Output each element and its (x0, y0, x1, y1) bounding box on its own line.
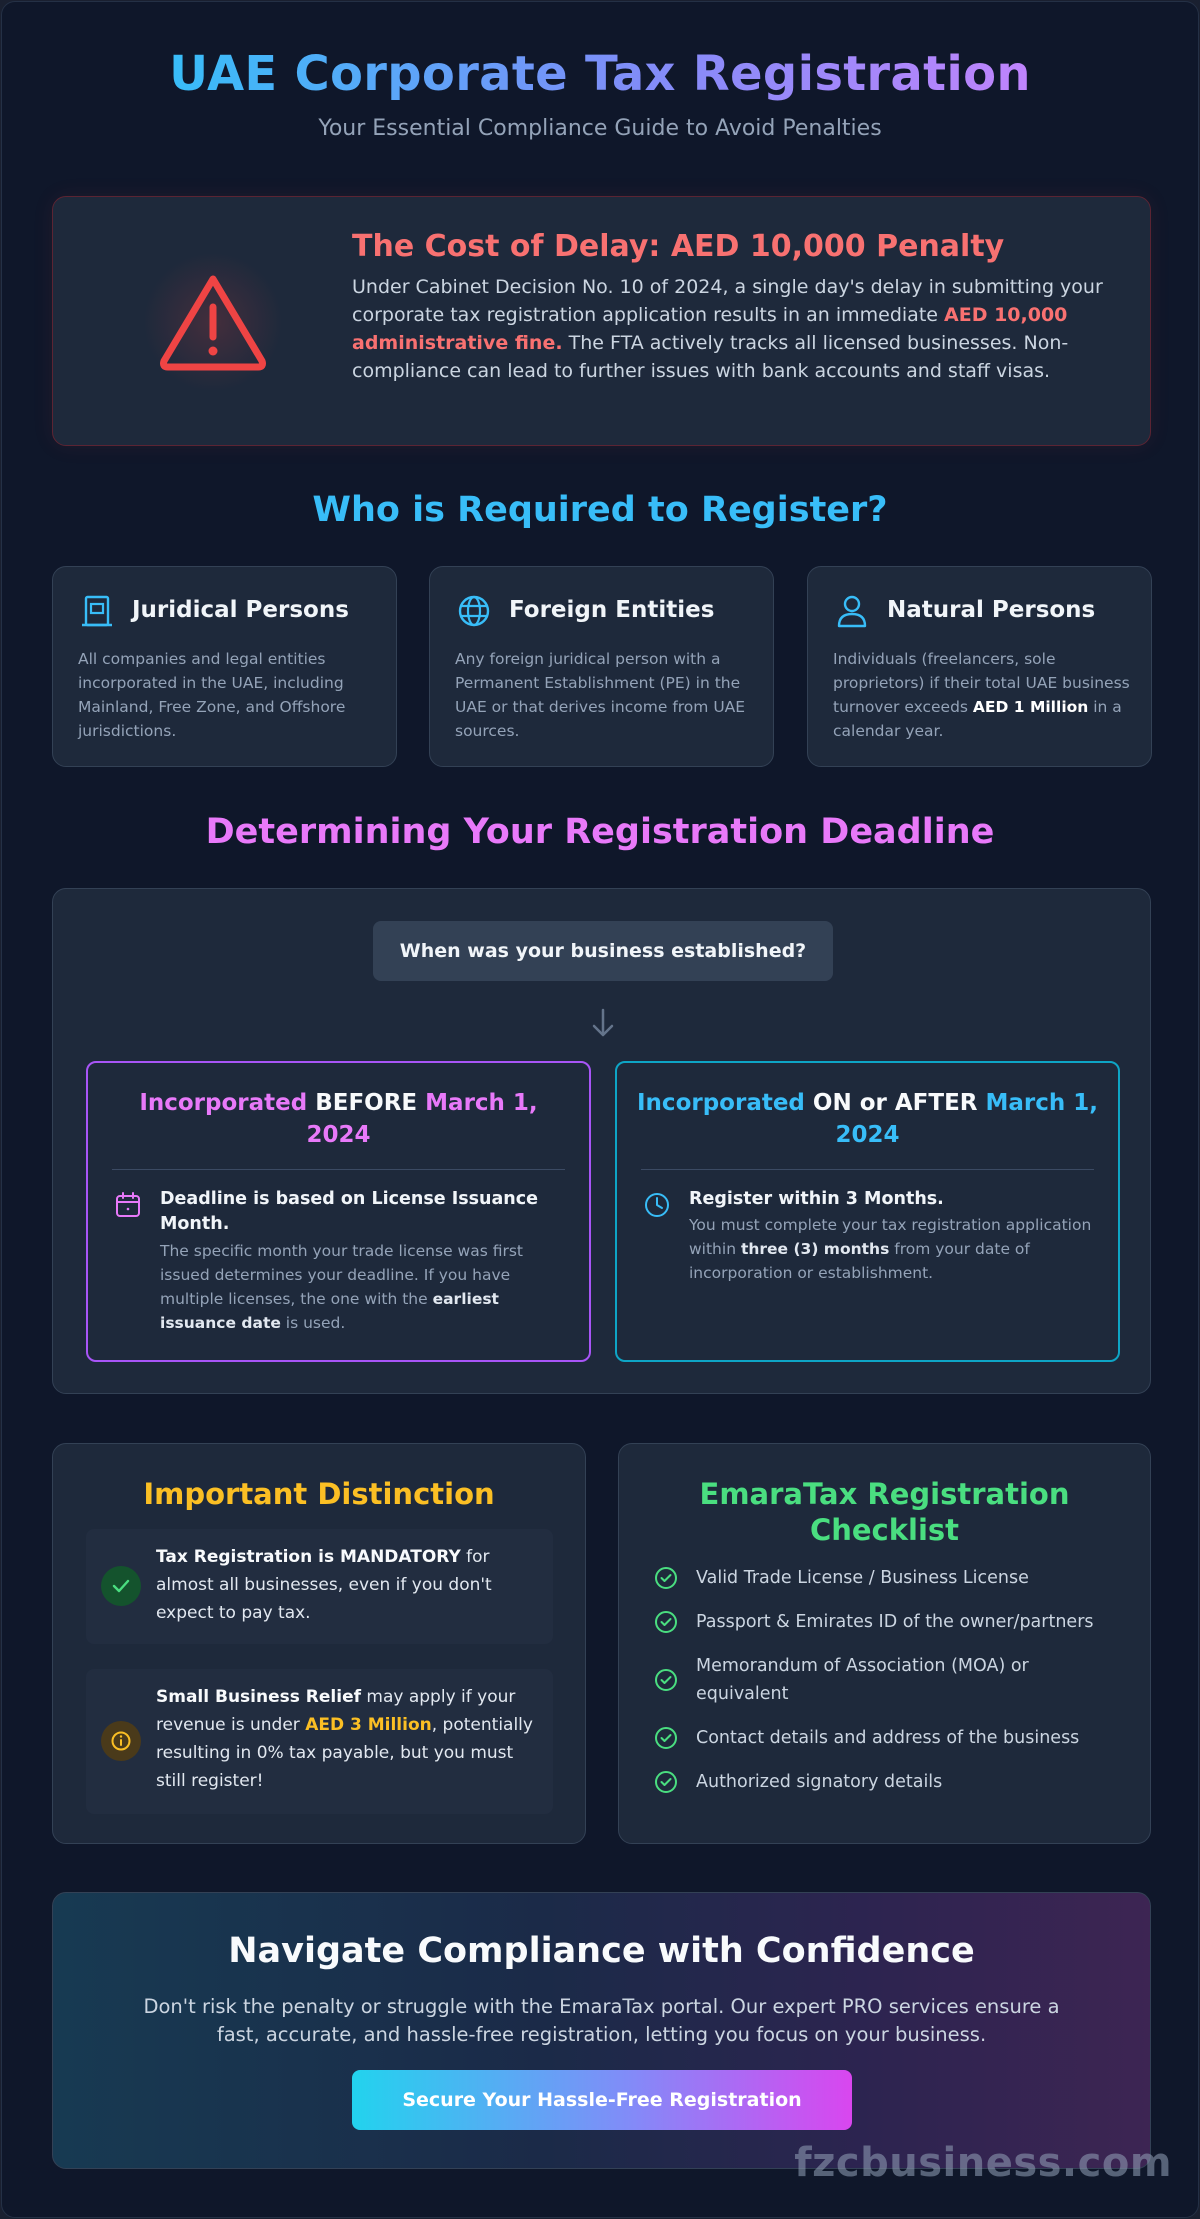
natural-persons-card (807, 566, 1152, 767)
arrow-down-icon (589, 1007, 617, 1039)
divider (112, 1169, 565, 1170)
option-heading: Register within 3 Months. (689, 1189, 944, 1209)
card-title: Foreign Entities (509, 597, 715, 623)
small-business-relief-note (86, 1669, 553, 1814)
building-icon (79, 593, 115, 629)
establishment-question: When was your business established? (373, 921, 833, 981)
calendar-icon (114, 1191, 142, 1219)
important-distinction-card (52, 1443, 586, 1844)
foreign-entities-card (429, 566, 774, 767)
penalty-description: Under Cabinet Decision No. 10 of 2024, a single day's delay in submitting your corporate tax registration application results in an immediate AED 10,000 administrative fine. The FTA actively tracks all licensed businesses. Non-compliance can lead to further issues with bank accounts and staff visas. (352, 276, 1103, 382)
checklist-title: EmaraTax Registration Checklist (699, 1477, 1070, 1547)
who-section-title: Who is Required to Register? (312, 490, 888, 530)
user-icon (834, 593, 870, 629)
mandatory-note (86, 1529, 553, 1644)
clock-icon (643, 1191, 671, 1219)
registration-checklist-card: EmaraTax Registration Checklist Valid Trade License / Business License Passport & Emirates ID of the owner/partners Memorandum of Association (MOA) or equivalent Contact details and address of the business Authorized signatory details (618, 1443, 1151, 1844)
option-description: The specific month your trade license was first issued determines your deadline. If you have multiple licenses, the one with the earliest issuance date is used. (160, 1242, 524, 1332)
penalty-fine-highlight: AED 10,000 administrative fine. (352, 304, 1068, 354)
card-text: Any foreign juridical person with a Permanent Establishment (PE) in the UAE or that derives income from UAE sources. (455, 650, 746, 740)
check-circle-icon (653, 1667, 679, 1693)
option-description: You must complete your tax registration application within three (3) months from your date of incorporation or establishment. (689, 1216, 1092, 1282)
info-icon (101, 1721, 141, 1761)
watermark: fzcbusiness.com (794, 2140, 1172, 2186)
globe-icon (456, 593, 492, 629)
deadline-section-title: Determining Your Registration Deadline (205, 812, 995, 852)
cta-text: Don't risk the penalty or struggle with the EmaraTax portal. Our expert PRO services ensure a fast, accurate, and hassle-free registration, letting you focus on your business. (143, 1995, 1060, 2046)
penalty-warning-card (52, 196, 1151, 446)
check-circle-icon (653, 1769, 679, 1795)
mandatory-text: Tax Registration is MANDATORY for almost all businesses, even if you don't expect to pay tax. (156, 1547, 492, 1623)
secure-registration-button[interactable]: Secure Your Hassle-Free Registration (352, 2070, 852, 2130)
card-title: Natural Persons (887, 597, 1096, 623)
check-circle-icon (653, 1609, 679, 1635)
warning-triangle-icon (143, 252, 283, 392)
card-title: Juridical Persons (132, 597, 349, 623)
cta-title: Navigate Compliance with Confidence (228, 1931, 975, 1971)
penalty-title: The Cost of Delay: AED 10,000 Penalty (352, 229, 1005, 264)
option-title: Incorporated BEFORE March 1, 2024 (139, 1090, 538, 1148)
juridical-persons-card (52, 566, 397, 767)
deadline-card (52, 888, 1151, 1394)
card-text: Individuals (freelancers, sole proprietors) if their total UAE business turnover exceeds AED 1 Million in a calendar year. (833, 650, 1130, 740)
check-circle-icon (653, 1565, 679, 1591)
divider (641, 1169, 1094, 1170)
before-march-option (86, 1061, 591, 1362)
page-subtitle: Your Essential Compliance Guide to Avoid Penalties (318, 116, 882, 141)
check-circle-icon (653, 1725, 679, 1751)
card-text: All companies and legal entities incorporated in the UAE, including Mainland, Free Zone, and Offshore jurisdictions. (78, 650, 346, 740)
option-title: Incorporated ON or AFTER March 1, 2024 (637, 1090, 1099, 1148)
distinction-title: Important Distinction (143, 1477, 495, 1511)
cta-banner (52, 1892, 1151, 2169)
relief-text: Small Business Relief may apply if your revenue is under AED 3 Million, potentially resulting in 0% tax payable, but you must still register! (156, 1687, 533, 1791)
page-title: UAE Corporate Tax Registration (169, 46, 1031, 102)
page (1, 1, 1199, 2218)
check-icon (101, 1566, 141, 1606)
option-heading: Deadline is based on License Issuance Month. (160, 1189, 539, 1234)
after-march-option (615, 1061, 1120, 1362)
